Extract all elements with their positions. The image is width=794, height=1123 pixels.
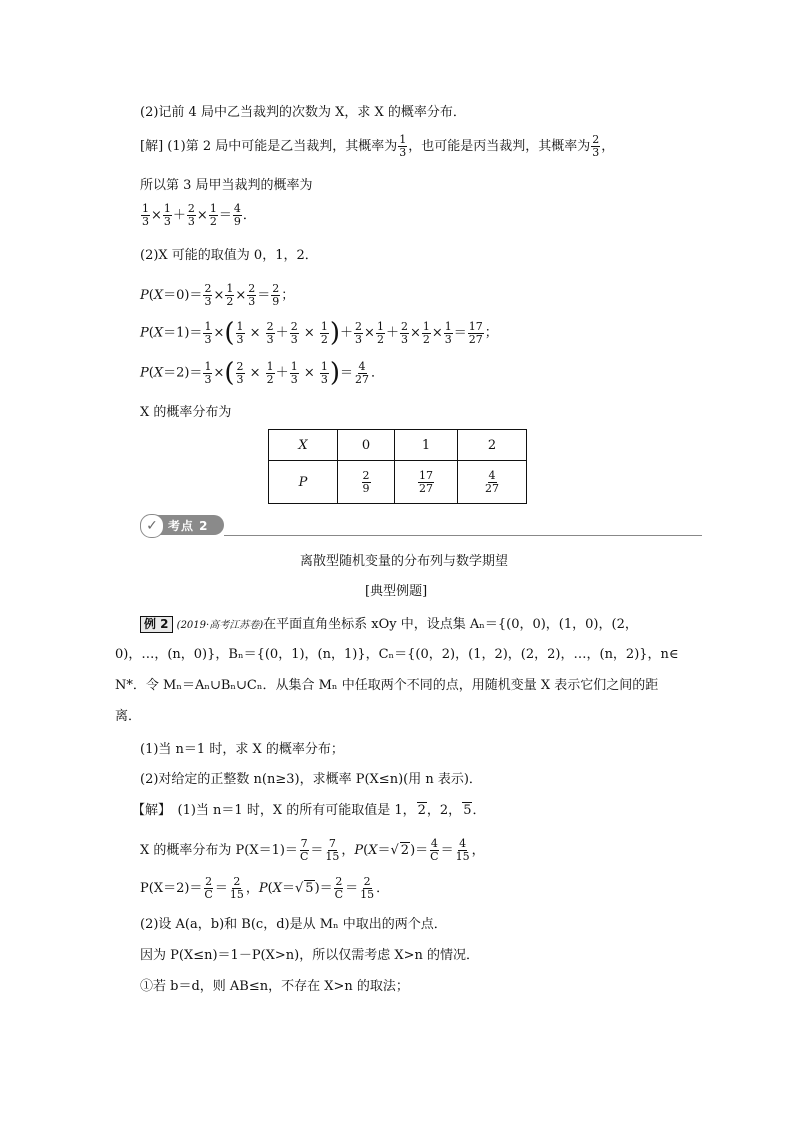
answer-line-3: P(X＝2)＝ $\frac{2}{C}$ ＝ $\frac{2}{15}$ ，P(X＝√ 5)＝ $\frac{2}{C}$ ＝ $\frac{2}{15}$ ． (140, 875, 390, 901)
answer-line-2: X 的概率分布为 P(X＝1)＝ $\frac{7}{C}$ ＝ $\frac{7}{15}$ ，P(X＝√ 2)＝ $\frac{4}{C}$ ＝ $\frac{4}{15}$ ， (140, 837, 485, 863)
solution-line-1: [解] (1)第 2 局中可能是乙当裁判，其概率为 $\frac{1}{3}$ ，也可能是丙当裁判，其概率为 $\frac{2}{3}$ ， (140, 133, 615, 159)
table-cell: $\frac{2}{9}$ (338, 461, 395, 504)
table-cell: P (269, 461, 338, 504)
example-line-4: 离． (115, 709, 142, 724)
answer-line-5: 因为 P(X≤n)＝1－P(X>n)，所以仅需考虑 X>n 的情况． (140, 948, 480, 963)
example-question-2: (2)对给定的正整数 n(n≥3)，求概率 P(X≤n)(用 n 表示)． (140, 772, 482, 787)
answer-line-6: ①若 b＝d，则 AB≤n，不存在 X>n 的取法； (140, 979, 409, 994)
table-row (269, 461, 527, 504)
section-subtitle: [典型例题] (365, 584, 428, 599)
section-title: 离散型随机变量的分布列与数学期望 (300, 554, 509, 569)
table-cell: 2 (458, 430, 527, 461)
example-line-2: 0)，…，(n，0)}，Bₙ＝{(0，1)，(n，1)}，Cₙ＝{(0，2)，(1，2)，(2，2)，…，(n，2)}，n∈ (115, 647, 679, 662)
formula-p1: P(X＝1)＝ $\frac{1}{3}$ ×( $\frac{1}{3}$ × $\frac{2}{3}$ ＋ $\frac{2}{3}$ × $\frac{1}{2}$ )＋ $\frac{2}{3}$ × $\frac{1}{2}$ ＋ $\frac{2}{3}$ × $\frac{1}{2}$ × $\frac{1}{3}$ ＝ $\frac{17}{27}$ ； (140, 318, 498, 348)
solution-line-4: (2)X 可能的取值为 0，1，2． (140, 248, 318, 263)
question-2: (2)记前 4 局中乙当裁判的次数为 X，求 X 的概率分布． (140, 105, 466, 120)
example-line-1: 例 2 (2019·高考江苏卷)在平面直角坐标系 xOy 中，设点集 Aₙ＝{(0，0)，(1，0)，(2， (140, 616, 638, 635)
section-divider (224, 535, 702, 536)
table-row (269, 430, 527, 461)
answer-line-4: (2)设 A(a，b)和 B(c，d)是从 Mₙ 中取出的两个点． (140, 917, 447, 932)
example-tag: 例 2 (140, 616, 173, 633)
table-cell: 1 (395, 430, 458, 461)
topic-badge: ✓ 考点 2 (140, 515, 224, 535)
formula-p0: P(X＝0)＝ $\frac{2}{3}$ × $\frac{1}{2}$ × $\frac{2}{3}$ ＝ $\frac{2}{9}$ ； (140, 282, 295, 308)
checkmark-icon: ✓ (140, 514, 164, 538)
example-question-1: (1)当 n＝1 时，求 X 的概率分布； (140, 742, 344, 757)
example-line-3: N*．令 Mₙ＝Aₙ∪Bₙ∪Cₙ．从集合 Mₙ 中任取两个不同的点，用随机变量 X 表示它们之间的距 (115, 678, 659, 693)
example-source: (2019·高考江苏卷) (176, 620, 264, 631)
table-cell: $\frac{17}{27}$ (395, 461, 458, 504)
solution-line-2: 所以第 3 局甲当裁判的概率为 (140, 178, 313, 193)
formula-referee-prob: $\frac{1}{3}$ × $\frac{1}{3}$ ＋ $\frac{2}{3}$ × $\frac{1}{2}$ ＝ $\frac{4}{9}$ ． (142, 202, 256, 228)
fraction: $\frac{1}{3}$ (399, 133, 407, 159)
probability-distribution-table (268, 429, 527, 504)
solution-line-8: X 的概率分布为 (140, 405, 232, 420)
table-cell: 0 (338, 430, 395, 461)
fraction: $\frac{2}{3}$ (592, 133, 600, 159)
table-cell: X (269, 430, 338, 461)
formula-p2: P(X＝2)＝ $\frac{1}{3}$ ×( $\frac{2}{3}$ × $\frac{1}{2}$ ＋ $\frac{1}{3}$ × $\frac{1}{3}$ )＝ $\frac{4}{27}$ ． (140, 358, 385, 388)
table-cell: $\frac{4}{27}$ (458, 461, 527, 504)
answer-line-1: 【解】 (1)当 n＝1 时，X 的所有可能取值是 1， 2，2， 5． (132, 803, 486, 818)
